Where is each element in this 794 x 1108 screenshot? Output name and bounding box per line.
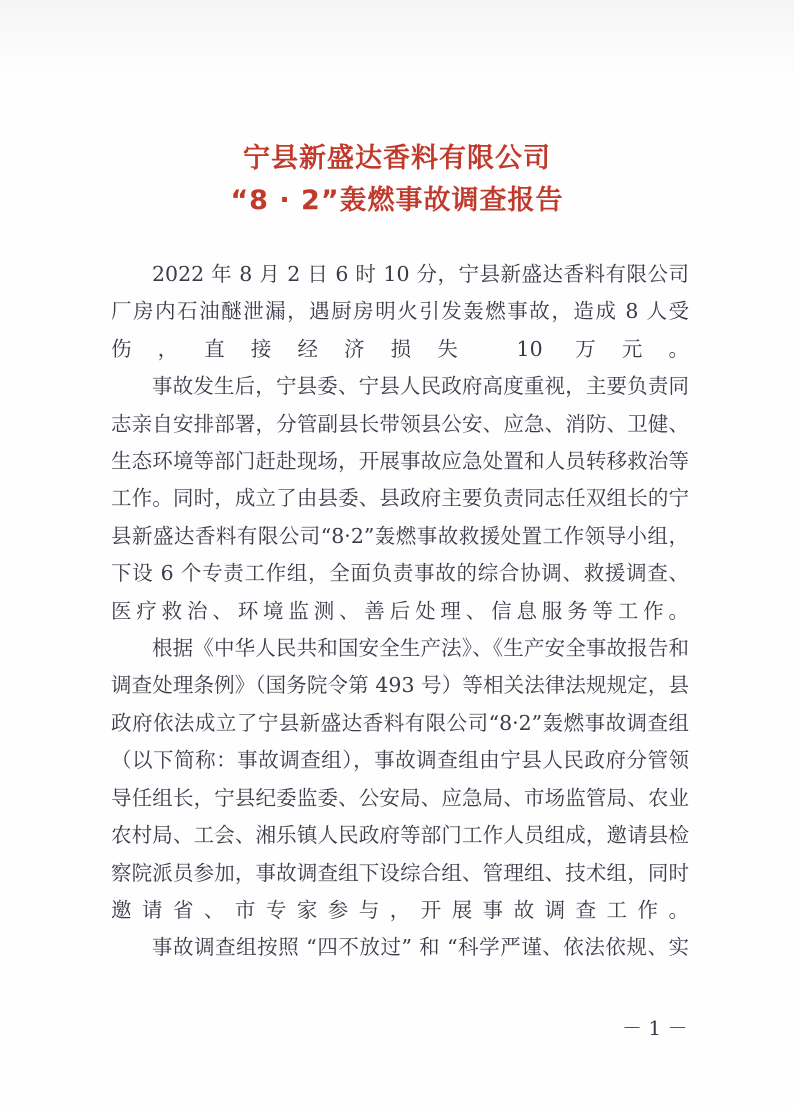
document-title-line-2: “8 · 2”轰燃事故调查报告 [230,185,564,216]
paragraph-1: 2022 年 8 月 2 日 6 时 10 分，宁县新盛达香料有限公司厂房内石油醚泄漏，遇厨房明火引发轰燃事故，造成 8 人受伤，直接经济损失 10 万元。 [111,262,689,361]
document-body [111,256,689,967]
page-number: － 1 － [622,1016,688,1040]
scan-shading [0,0,794,80]
paragraph-3: 根据《中华人民共和国安全生产法》、《生产安全事故报告和调查处理条例》（国务院令第 493 号）等相关法律法规规定，县政府依法成立了宁县新盛达香料有限公司“8·2”轰燃事故调查组（以下简称：事故调查组），事故调查组由宁县人民政府分管领导任组长，宁县纪委监委、公安局、应急局、市场监管局、农业农村局、工会、湘乐镇人民政府等部门工作人员组成，邀请县检察院派员参加，事故调查组下设综合组、管理组、技术组，同时邀请省、市专家参与，开展事故调查工作。 [111,636,689,922]
document-title-line-1: 宁县新盛达香料有限公司 [243,143,551,174]
paragraph-2: 事故发生后，宁县委、宁县人民政府高度重视，主要负责同志亲自安排部署，分管副县长带领县公安、应急、消防、卫健、生态环境等部门赶赴现场，开展事故应急处置和人员转移救治等工作。同时，成立了由县委、县政府主要负责同志任双组长的宁县新盛达香料有限公司“8·2”轰燃事故救援处置工作领导小组，下设 6 个专责工作组，全面负责事故的综合协调、救援调查、医疗救治、环境监测、善后处理、信息服务等工作。 [111,374,689,623]
paragraph-4: 事故调查组按照 “四不放过” 和 “科学严谨、依法依规、实 [152,935,689,960]
